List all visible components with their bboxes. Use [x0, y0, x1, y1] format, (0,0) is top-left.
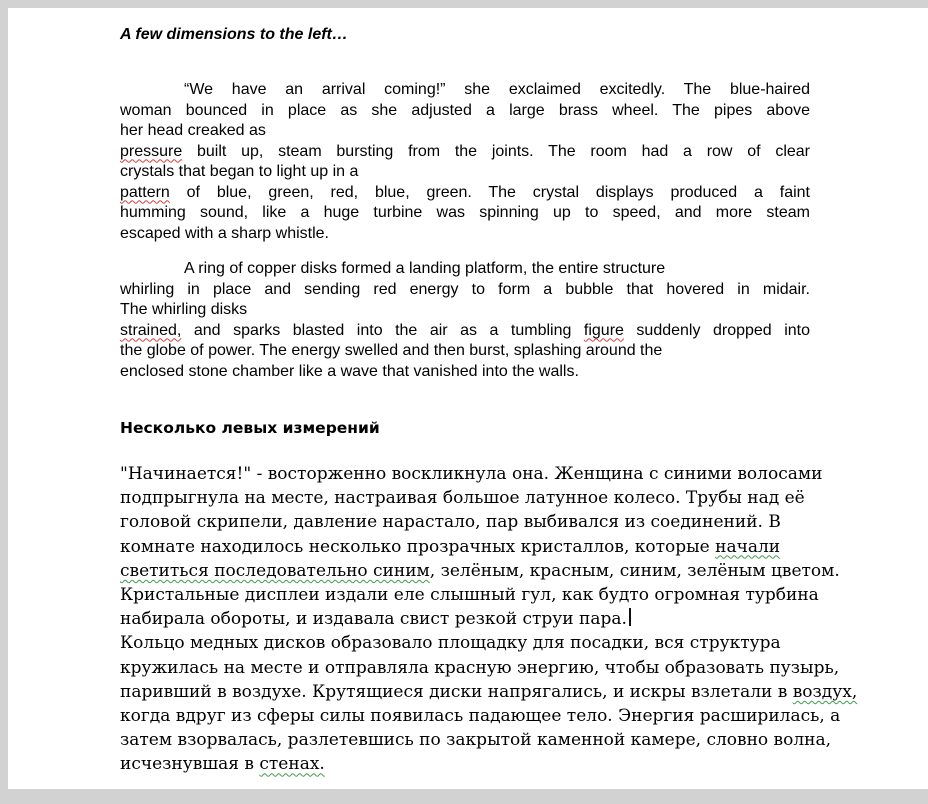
document-title-en: A few dimensions to the left…: [120, 26, 348, 43]
document-content: [8, 25, 928, 777]
paragraph-english-2: [120, 259, 810, 382]
workspace-bottom-margin: [0, 789, 928, 804]
text-segment: of blue, green, red, blue, green. The crystal displays produced a faint: [169, 183, 810, 201]
text-line: [120, 280, 810, 301]
document-title-ru: Несколько левых измерений: [120, 419, 380, 437]
text-segment: паривший в воздухе. Крутящиеся диски напрягались, и искры взлетали в: [120, 681, 793, 702]
text-line: [120, 224, 810, 245]
text-line: [120, 300, 810, 321]
text-line: [120, 680, 858, 704]
text-line: [120, 162, 810, 183]
text-segment: woman bounced in place as she adjusted a large brass wheel. The pipes above: [120, 101, 810, 119]
text-segment: “We have an arrival coming!” she exclaimed excitedly. The blue-haired: [184, 81, 810, 98]
text-line: [120, 80, 810, 101]
text-line: [120, 362, 810, 383]
text-segment: "Начинается!" - восторженно воскликнула она. Женщина с синими волосами: [120, 464, 823, 484]
text-line: [120, 535, 832, 559]
text-line: [120, 203, 810, 224]
text-cursor: [629, 608, 631, 626]
grammar-underlined-phrase: начали: [715, 536, 781, 557]
paragraph-russian: [120, 462, 858, 777]
text-segment: подпрыгнула на месте, настраивая большое латунное колесо. Трубы над её: [120, 488, 805, 509]
text-segment: когда вдруг из сферы силы появилась падающее тело. Энергия расширилась, а: [120, 706, 841, 727]
text-segment: кружилась на месте и отправляла красную энергию, чтобы образовать пузырь,: [120, 657, 840, 678]
grammar-underlined-phrase: светиться последовательно синим: [120, 560, 430, 581]
text-segment: crystals that began to light up in a: [120, 163, 359, 180]
text-line: [120, 462, 832, 486]
text-line: [120, 101, 810, 122]
text-segment: Кольцо медных дисков образовало площадку для посадки, вся структура: [120, 633, 781, 654]
text-line: [120, 656, 840, 680]
text-line: [120, 704, 841, 728]
text-segment: головой скрипели, давление нарастало, пар выбивался из соединений. В: [120, 512, 781, 533]
text-segment: whirling in place and sending red energy to form a bubble that hovered in midair.: [120, 280, 810, 298]
text-line: [120, 752, 832, 776]
text-line: [120, 341, 810, 362]
text-line: [120, 486, 832, 510]
text-line: [120, 583, 832, 607]
text-segment: набирала обороты, и издавала свист резкой струи пара.: [120, 609, 627, 630]
text-segment: исчезнувшая в: [120, 754, 260, 775]
text-line: [120, 142, 810, 163]
grammar-underlined-phrase: стенах.: [259, 754, 325, 775]
text-line: [120, 559, 840, 583]
text-segment: A ring of copper disks formed a landing platform, the entire structure: [184, 260, 666, 277]
paragraph-english-1: [120, 80, 810, 244]
text-segment: suddenly dropped into: [623, 321, 810, 339]
text-segment: the globe of power. The energy swelled and then burst, splashing around the: [120, 342, 663, 359]
spellcheck-underlined-word: figure: [583, 321, 624, 339]
text-line: [120, 321, 810, 342]
text-segment: комнате находилось несколько прозрачных кристаллов, которые: [120, 536, 716, 557]
spellcheck-underlined-word: strained,: [120, 321, 182, 339]
text-segment: The whirling disks: [120, 301, 248, 318]
text-line: [120, 607, 832, 631]
text-line: [120, 121, 810, 142]
text-segment: built up, steam bursting from the joints. The room had a row of clear: [182, 142, 810, 160]
text-segment: and sparks blasted into the air as a tumbling: [181, 321, 584, 339]
text-segment: her head creaked as: [120, 122, 266, 139]
document-page[interactable]: [8, 8, 928, 789]
spellcheck-underlined-word: pressure: [120, 142, 183, 160]
text-segment: затем взорвалась, разлетевшись по закрытой каменной камере, словно волна,: [120, 730, 832, 751]
text-segment: humming sound, like a huge turbine was spinning up to speed, and more steam: [120, 204, 810, 221]
grammar-underlined-phrase: воздух,: [792, 681, 858, 702]
text-segment: enclosed stone chamber like a wave that vanished into the walls.: [120, 362, 579, 380]
text-segment: , зелёным, красным, синим, зелёным цветом.: [429, 560, 840, 581]
text-line: [120, 631, 832, 655]
text-line: [120, 183, 810, 204]
text-line: [120, 728, 832, 752]
text-segment: Кристальные дисплеи издали еле слышный гул, как будто огромная турбина: [120, 585, 819, 606]
spellcheck-underlined-word: pattern: [120, 183, 170, 201]
text-line: [120, 259, 810, 280]
text-segment: escaped with a sharp whistle.: [120, 224, 329, 242]
text-line: [120, 510, 832, 534]
